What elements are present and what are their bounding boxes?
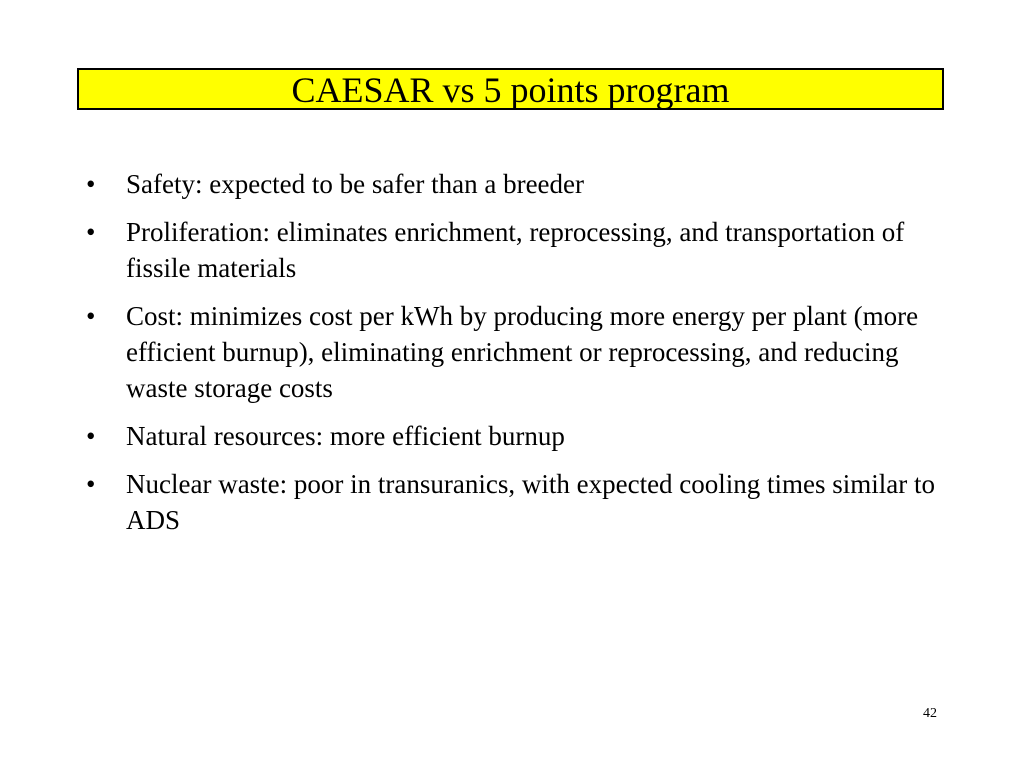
bullet-item-proliferation [86,214,936,286]
bullet-icon: • [86,301,96,331]
bullet-icon: • [86,217,96,247]
page-number: 42 [923,706,937,721]
bullet-icon: • [86,469,96,499]
bullet-text: Cost: minimizes cost per kWh by producing more energy per plant (more efficient burnup), eliminating enrichment or reprocessing, and reducing waste storage costs [126,301,919,403]
bullet-icon: • [86,169,96,199]
bullet-item-cost [86,298,936,406]
bullet-item-safety [86,166,936,202]
title-banner [77,68,944,110]
bullet-text: Safety: expected to be safer than a breeder [126,169,585,199]
bullet-icon: • [86,421,96,451]
bullet-text: Natural resources: more efficient burnup [126,421,565,451]
bullet-item-natural-resources [86,418,936,454]
bullet-item-nuclear-waste [86,466,936,538]
bullet-list [86,166,936,550]
slide-title: CAESAR vs 5 points program [291,70,730,110]
bullet-text: Nuclear waste: poor in transuranics, with expected cooling times similar to ADS [126,469,936,535]
bullet-text: Proliferation: eliminates enrichment, reprocessing, and transportation of fissile materials [126,217,905,283]
